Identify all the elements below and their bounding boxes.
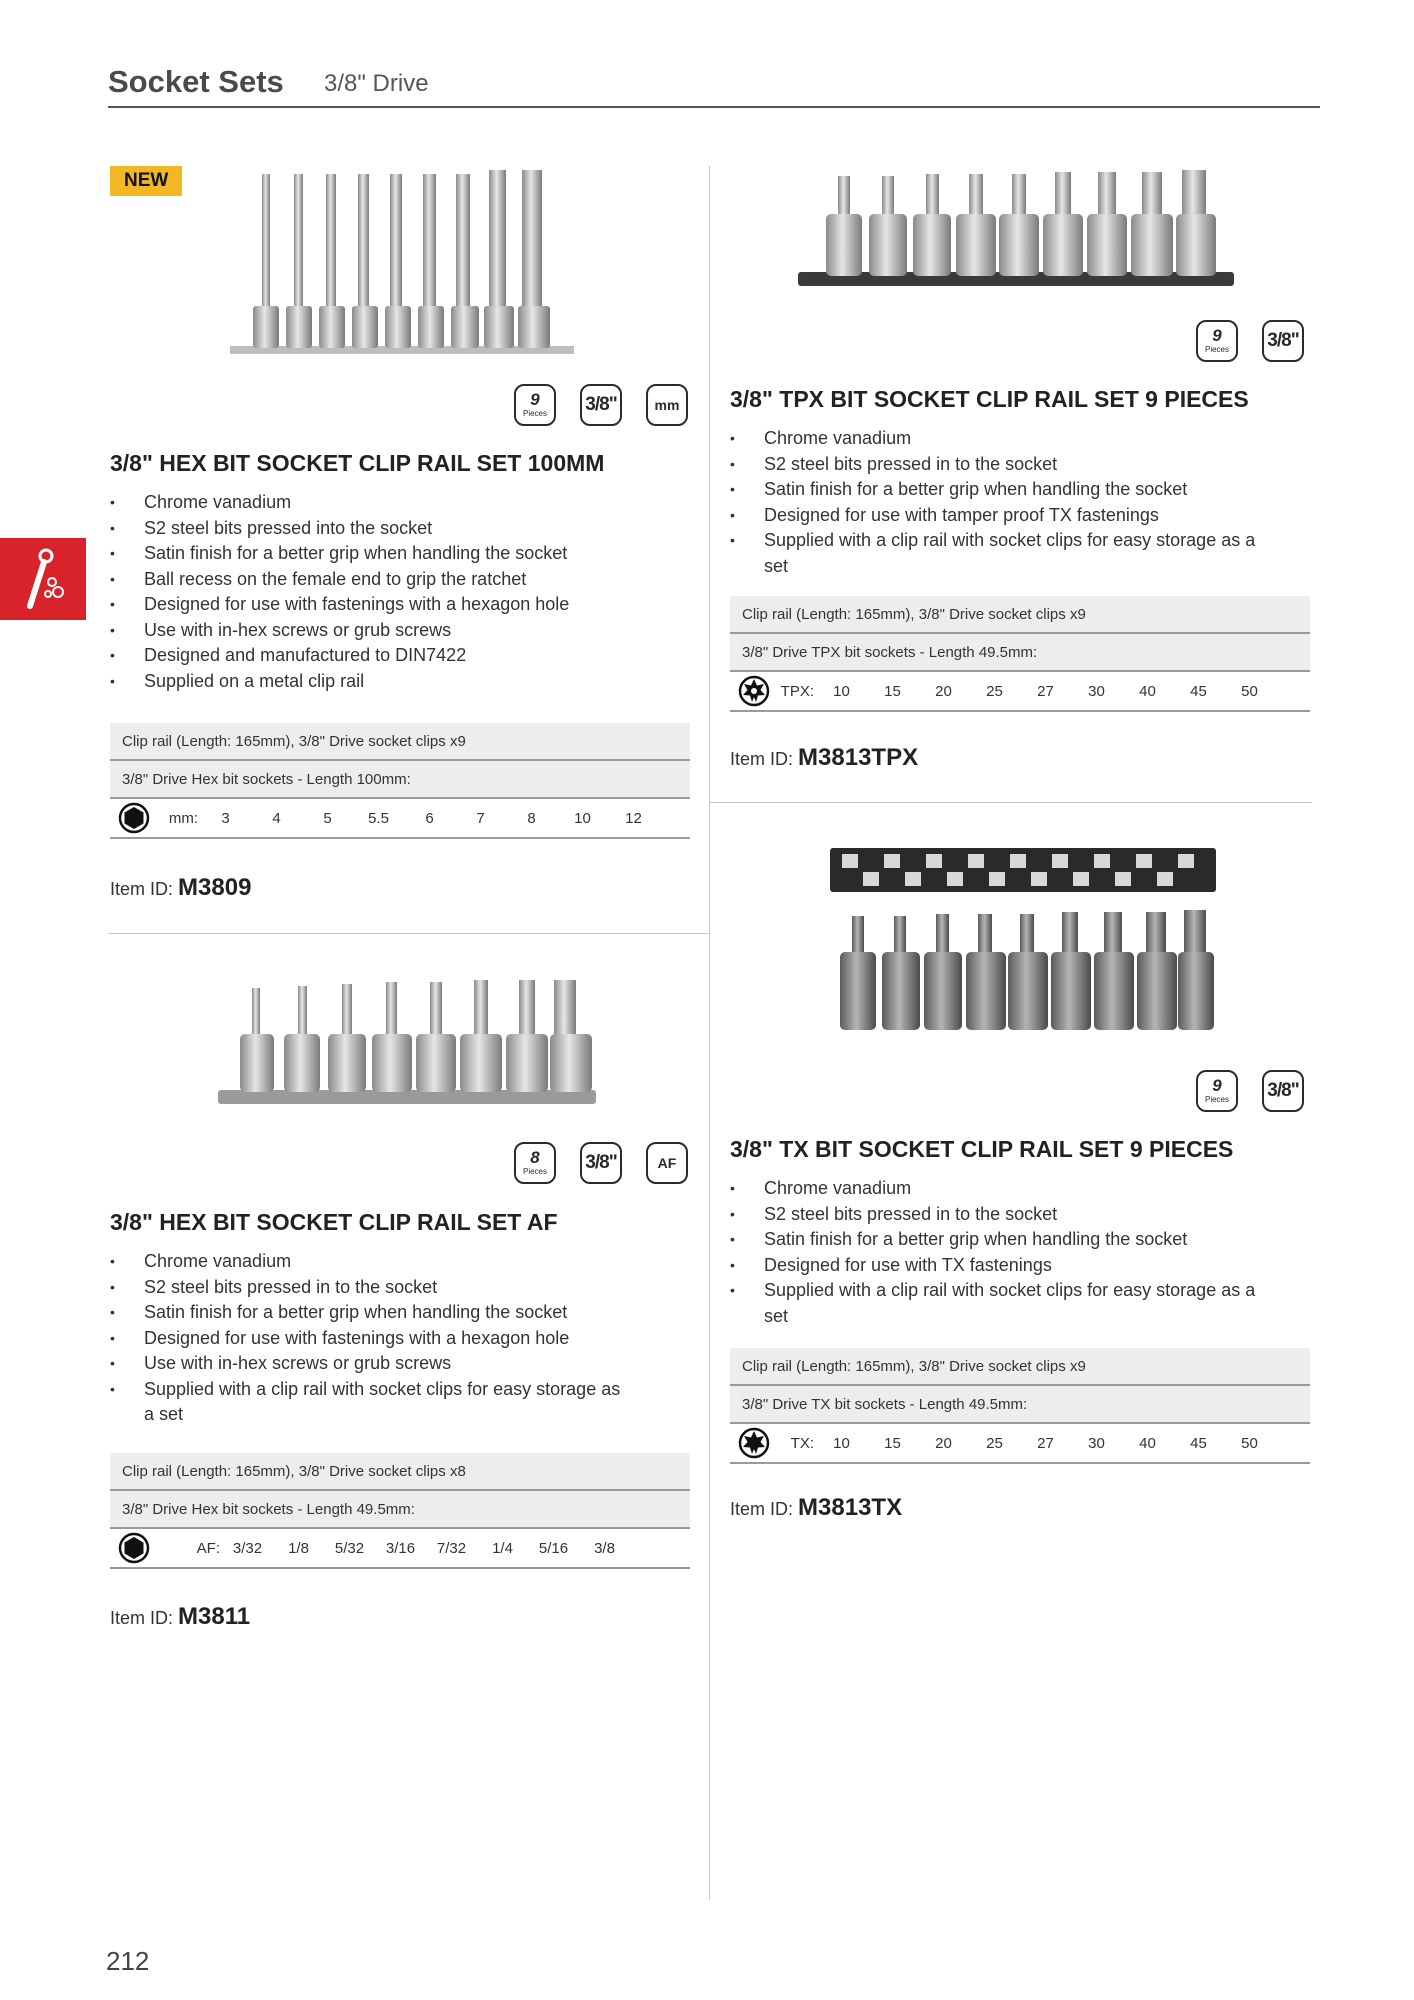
feature-item: • S2 steel bits pressed in to the socket	[730, 452, 1270, 478]
size-value: 6	[425, 809, 434, 827]
product-title: 3/8" HEX BIT SOCKET CLIP RAIL SET AF	[110, 1209, 558, 1235]
right-section-divider	[709, 802, 1312, 803]
size-value: 25	[986, 1434, 1003, 1452]
product-image-m3809[interactable]	[226, 166, 578, 362]
size-value: 5.5	[368, 809, 389, 827]
size-label: TPX:	[780, 682, 814, 700]
size-value: 8	[527, 809, 536, 827]
feature-item: • Designed and manufactured to DIN7422	[110, 643, 700, 669]
item-id-label: Item ID:	[110, 879, 174, 899]
feature-item: • Designed for use with fastenings with a hexagon hole	[110, 1326, 630, 1352]
size-value: 5/16	[538, 1539, 569, 1557]
page-subtitle: 3/8" Drive	[324, 70, 429, 97]
page-title: Socket Sets	[108, 64, 284, 99]
hexagon-icon	[118, 802, 150, 834]
size-label: mm:	[168, 809, 198, 827]
torx-tamper-icon	[738, 675, 770, 707]
feature-item: • Satin finish for a better grip when handling the socket	[110, 541, 700, 567]
left-section-divider	[108, 933, 709, 934]
size-value: 3	[221, 809, 230, 827]
size-value: 27	[1037, 682, 1054, 700]
hexagon-icon	[118, 1532, 150, 1564]
drive-size-badge	[1262, 1070, 1304, 1112]
pieces-count: 8	[530, 1148, 540, 1167]
product-image-m3811[interactable]	[214, 976, 600, 1112]
feature-item: • Supplied on a metal clip rail	[110, 669, 700, 695]
unit-label: mm	[654, 397, 680, 413]
spec-row: Clip rail (Length: 165mm), 3/8" Drive socket clips x9	[730, 596, 1310, 634]
size-value: 15	[884, 682, 901, 700]
pieces-count: 9	[530, 390, 540, 409]
feature-item: • Satin finish for a better grip when handling the socket	[110, 1300, 630, 1326]
size-value: 27	[1037, 1434, 1054, 1452]
drive-size: 3/8"	[1267, 1080, 1299, 1101]
size-value: 7/32	[436, 1539, 467, 1557]
size-value: 20	[935, 682, 952, 700]
size-value: 3/32	[232, 1539, 263, 1557]
drive-size-badge	[1262, 320, 1304, 362]
pieces-badge	[1196, 1070, 1238, 1112]
feature-item: • Supplied with a clip rail with socket clips for easy storage as a set	[730, 528, 1270, 579]
pieces-count: 9	[1212, 326, 1222, 345]
product-title: 3/8" HEX BIT SOCKET CLIP RAIL SET 100MM	[110, 450, 605, 476]
drive-size-badge	[580, 1142, 622, 1184]
new-badge: NEW	[110, 166, 182, 196]
item-id-code: M3813TPX	[798, 744, 919, 771]
size-value: 3/8	[594, 1539, 615, 1557]
size-row	[110, 799, 690, 839]
size-value: 10	[574, 809, 591, 827]
feature-item: • Designed for use with tamper proof TX fastenings	[730, 503, 1270, 529]
unit-badge	[646, 1142, 688, 1184]
item-id-label: Item ID:	[730, 749, 794, 769]
size-value: 10	[833, 682, 850, 700]
feature-list	[110, 490, 700, 694]
size-value: 4	[272, 809, 281, 827]
feature-item: • Designed for use with fastenings with a hexagon hole	[110, 592, 700, 618]
size-value: 50	[1241, 682, 1258, 700]
size-value: 20	[935, 1434, 952, 1452]
spec-row: Clip rail (Length: 165mm), 3/8" Drive socket clips x9	[730, 1348, 1310, 1386]
unit-badge	[646, 384, 688, 426]
drive-size: 3/8"	[585, 394, 617, 415]
feature-item: • Use with in-hex screws or grub screws	[110, 1351, 630, 1377]
spec-table	[730, 596, 1310, 712]
pieces-count: 9	[1212, 1076, 1222, 1095]
spec-table	[110, 1453, 690, 1569]
item-id-code: M3813TX	[798, 1494, 903, 1521]
spec-row: 3/8" Drive TPX bit sockets - Length 49.5mm:	[730, 634, 1310, 672]
feature-item: • Satin finish for a better grip when handling the socket	[730, 477, 1270, 503]
size-value: 1/4	[492, 1539, 513, 1557]
size-value: 40	[1139, 1434, 1156, 1452]
size-value: 5/32	[334, 1539, 365, 1557]
spec-row: 3/8" Drive TX bit sockets - Length 49.5mm:	[730, 1386, 1310, 1424]
pieces-label: Pieces	[522, 1167, 547, 1176]
feature-list	[110, 1249, 630, 1428]
feature-item: • Designed for use with TX fastenings	[730, 1253, 1270, 1279]
feature-item: • Satin finish for a better grip when handling the socket	[730, 1227, 1270, 1253]
size-value: 10	[833, 1434, 850, 1452]
size-value: 40	[1139, 682, 1156, 700]
size-value: 30	[1088, 682, 1105, 700]
unit-label: AF	[657, 1155, 677, 1171]
size-value: 5	[323, 809, 332, 827]
feature-item: • Chrome vanadium	[730, 1176, 1270, 1202]
pieces-label: Pieces	[1204, 1095, 1229, 1104]
size-row	[730, 672, 1310, 712]
item-id	[730, 744, 918, 772]
page-number: 212	[106, 1946, 150, 1976]
feature-item: • Ball recess on the female end to grip the ratchet	[110, 567, 700, 593]
size-value: 1/8	[288, 1539, 309, 1557]
size-row	[730, 1424, 1310, 1464]
feature-list	[730, 426, 1270, 579]
size-value: 25	[986, 682, 1003, 700]
product-image-m3813tx[interactable]	[828, 842, 1218, 1038]
pieces-badge	[1196, 320, 1238, 362]
spec-row: 3/8" Drive Hex bit sockets - Length 49.5mm:	[110, 1491, 690, 1529]
size-value: 30	[1088, 1434, 1105, 1452]
feature-item: • S2 steel bits pressed in to the socket	[110, 1275, 630, 1301]
size-value: 45	[1190, 1434, 1207, 1452]
size-row	[110, 1529, 690, 1569]
feature-item: • Supplied with a clip rail with socket clips for easy storage as a set	[110, 1377, 630, 1428]
size-value: 45	[1190, 682, 1207, 700]
size-value: 50	[1241, 1434, 1258, 1452]
size-value: 15	[884, 1434, 901, 1452]
size-value: 12	[625, 809, 642, 827]
spec-row: Clip rail (Length: 165mm), 3/8" Drive socket clips x9	[110, 723, 690, 761]
feature-item: • Use with in-hex screws or grub screws	[110, 618, 700, 644]
feature-list	[730, 1176, 1270, 1329]
section-tab-ratchet[interactable]	[0, 538, 86, 620]
item-id-label: Item ID:	[110, 1608, 174, 1628]
feature-item: • Chrome vanadium	[730, 426, 1270, 452]
feature-item: • Supplied with a clip rail with socket clips for easy storage as a set	[730, 1278, 1270, 1329]
spec-table	[110, 723, 690, 839]
drive-size: 3/8"	[585, 1152, 617, 1173]
item-id	[730, 1494, 902, 1522]
product-title: 3/8" TX BIT SOCKET CLIP RAIL SET 9 PIECES	[730, 1136, 1234, 1162]
feature-item: • Chrome vanadium	[110, 490, 700, 516]
torx-icon	[738, 1427, 770, 1459]
size-label: AF:	[196, 1539, 220, 1557]
product-image-m3813tpx[interactable]	[796, 168, 1236, 292]
feature-item: • S2 steel bits pressed into the socket	[110, 516, 700, 542]
size-label: TX:	[790, 1434, 814, 1452]
feature-item: • S2 steel bits pressed in to the socket	[730, 1202, 1270, 1228]
item-id	[110, 874, 251, 902]
pieces-label: Pieces	[1204, 345, 1229, 354]
column-divider	[709, 166, 710, 1900]
spec-table	[730, 1348, 1310, 1464]
header-rule	[108, 106, 1320, 108]
drive-size-badge	[580, 384, 622, 426]
spec-row: Clip rail (Length: 165mm), 3/8" Drive socket clips x8	[110, 1453, 690, 1491]
size-value: 7	[476, 809, 485, 827]
pieces-badge	[514, 1142, 556, 1184]
pieces-badge	[514, 384, 556, 426]
item-id-code: M3809	[178, 874, 252, 901]
item-id-code: M3811	[178, 1603, 251, 1630]
feature-item: • Chrome vanadium	[110, 1249, 630, 1275]
ratchet-icon	[0, 538, 86, 620]
drive-size: 3/8"	[1267, 330, 1299, 351]
pieces-label: Pieces	[522, 409, 547, 418]
size-value: 3/16	[385, 1539, 416, 1557]
product-title: 3/8" TPX BIT SOCKET CLIP RAIL SET 9 PIECES	[730, 386, 1249, 412]
item-id-label: Item ID:	[730, 1499, 794, 1519]
item-id	[110, 1603, 250, 1631]
spec-row: 3/8" Drive Hex bit sockets - Length 100mm:	[110, 761, 690, 799]
